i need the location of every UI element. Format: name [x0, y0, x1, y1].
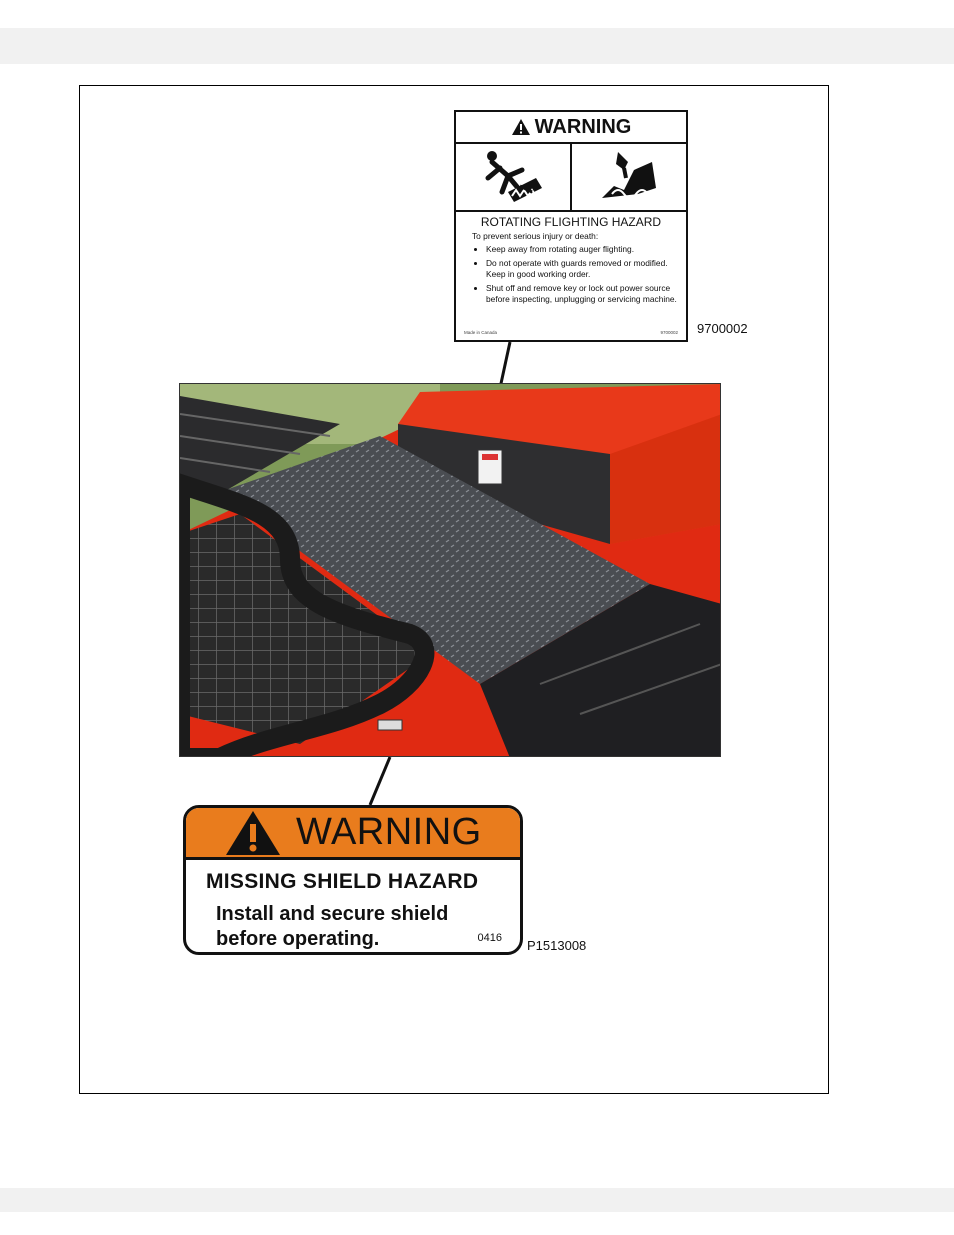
decal-title: MISSING SHIELD HAZARD	[206, 870, 479, 893]
decal-header	[456, 112, 686, 144]
list-item: • Do not operate with guards removed or modified. Keep in good working order.	[486, 258, 678, 280]
decal-instruction-line: before operating.	[216, 928, 380, 950]
decal-body	[456, 229, 686, 305]
decal-code-bottom: P1513008	[527, 938, 587, 953]
list-item: • Keep away from rotating auger flighting.	[486, 244, 678, 255]
decal-intro: To prevent serious injury or death:	[472, 231, 599, 241]
rotating-flighting-decal	[454, 110, 688, 342]
decal-header-text: WARNING	[534, 115, 632, 138]
list-item: • Shut off and remove key or lock out power source before inspecting, unplugging or servicing machine.	[486, 283, 678, 305]
decal-instruction-line: Install and secure shield	[216, 903, 449, 925]
decal-small-number: 9700002	[660, 330, 678, 335]
made-in-text: Made in Canada	[464, 330, 498, 335]
machine-illustration	[180, 384, 721, 757]
top-band	[0, 28, 954, 64]
decal-code-top: 9700002	[697, 321, 748, 336]
hopper-photo	[179, 383, 721, 757]
decal-header	[186, 808, 520, 860]
decal-header-text: WARNING	[296, 811, 482, 853]
decal-body	[216, 902, 520, 952]
pictogram-row	[456, 144, 686, 212]
decal-small-number: 0416	[477, 932, 502, 944]
decal-title: ROTATING FLIGHTING HAZARD	[480, 215, 662, 229]
auger-hand-icon	[570, 144, 686, 210]
warning-triangle-icon	[511, 118, 531, 136]
entanglement-fall-icon	[456, 144, 570, 210]
warning-triangle-icon	[224, 809, 282, 857]
decal-footer	[464, 330, 678, 335]
decal-bullet-list	[472, 244, 678, 305]
bottom-band	[0, 1188, 954, 1212]
missing-shield-decal	[183, 805, 523, 955]
